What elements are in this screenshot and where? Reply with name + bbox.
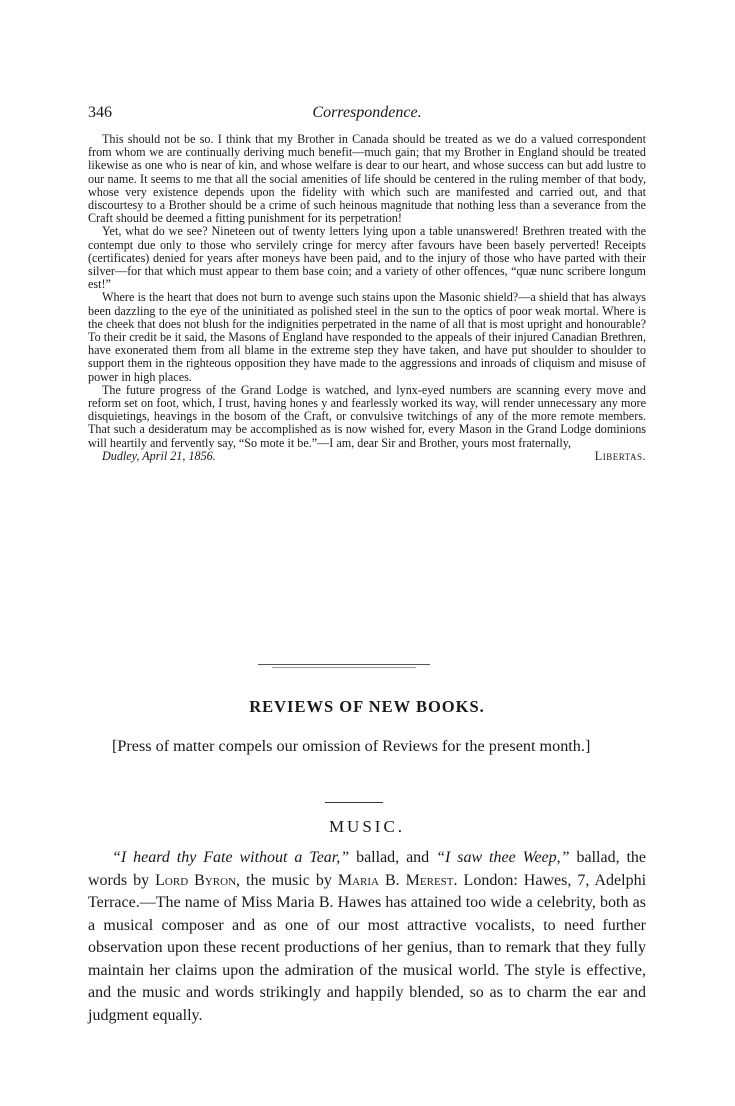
song-title: “I saw thee Weep,”	[436, 849, 570, 866]
section-heading-reviews: REVIEWS OF NEW BOOKS.	[249, 697, 485, 716]
lyricist-name: Lord Byron	[155, 871, 237, 889]
composer-name: Maria B. Merest	[337, 871, 454, 889]
divider-line	[258, 664, 430, 665]
page-header	[88, 104, 646, 124]
letter-signature: Libertas.	[594, 448, 646, 463]
short-rule	[325, 802, 383, 803]
page-number: 346	[88, 104, 112, 121]
letter-signoff	[88, 450, 646, 464]
music-review	[88, 847, 646, 1027]
letter-paragraph: Where is the heart that does not burn to avenge such stains upon the Masonic shield?—a shield that has always been dazzling to the eye of the uninitiated as polished steel in the sun to the optics of poor weak mortal. Where is the cheek that does not blush for the indignities perpetrated in the name of all that is most upright and honourable? To their credit be it said, the Masons of England have responded to the appeals of their injured Canadian Brethren, have exonerated them from all blame in the extreme step they have taken, and have put shoulder to shoulder to support them in the righteous opposition they have made to the aggressions and inroads of cliquism and misuse of power in high places.	[88, 290, 646, 384]
review-text: . London: Hawes, 7, Adelphi Terrace.—The name of Miss Maria B. Hawes has attained too wide a celebrity, both as a musical composer and as one of our most attractive vocalists, to need further observation upon these recent productions of her genius, than to remark that they fully maintain her claims upon the admiration of the musical world. The style is effective, and the music and words strikingly and happily blended, so as to charm the ear and judgment equally.	[88, 871, 647, 1024]
section-heading-music: MUSIC.	[328, 817, 406, 836]
letter-paragraph: This should not be so. I think that my Brother in Canada should be treated as we do a valued correspondent from whom we are continually deriving much benefit—much gain; that my Brother in England should be treated likewise as one who is near of kin, and whose welfare is dear to our heart, and whose success can but add lustre to our name. It seems to me that all the social amenities of life should be centered in the ruling member of that body, whose very existence depends upon the fidelity with which such are manifested and carried out, and that discourtesy to a Brother should be a crime of such heinous magnitude that nothing less than a severance from the Craft should be deemed a fitting punishment for its perpetration!	[88, 132, 646, 226]
letter-body	[88, 133, 646, 464]
letter-paragraph: Yet, what do we see? Nineteen out of twenty letters lying upon a table unanswered! Brethren treated with the contempt due only to those who servilely cringe for mercy after favours have been basely perverted! Receipts (certificates) denied for years after moneys have been paid, and to the injury of those who have parted with their silver—for that which must appear to them base coin; and a variety of other offences, “quæ nunc scribere longum est!”	[88, 224, 646, 292]
reviews-notice: [Press of matter compels our omission of Reviews for the present month.]	[112, 737, 591, 755]
review-text: , the music by	[236, 871, 338, 889]
letter-paragraph: The future progress of the Grand Lodge is watched, and lynx-eyed numbers are scanning every move and reform set on foot, which, I trust, having hones y and fearlessly worked its way, will render unnecessary any more disquietings, heavings in the bosom of the Craft, or convulsive twitchings of any of the more remote members. That such a desideratum may be accomplished as is now wished for, every Mason in the Grand Lodge dominions will heartily and fervently say, “So mote it be.”—I am, dear Sir and Brother, yours most fraternally,	[88, 382, 646, 450]
section-divider-ornament	[258, 663, 430, 669]
running-title: Correspondence.	[312, 104, 422, 121]
review-text: ballad, the words by	[88, 849, 647, 889]
review-text: ballad, and	[349, 849, 437, 866]
song-title: “I heard thy Fate without a Tear,”	[112, 849, 350, 866]
divider-line	[272, 667, 416, 668]
letter-date: Dudley, April 21, 1856.	[102, 448, 216, 463]
